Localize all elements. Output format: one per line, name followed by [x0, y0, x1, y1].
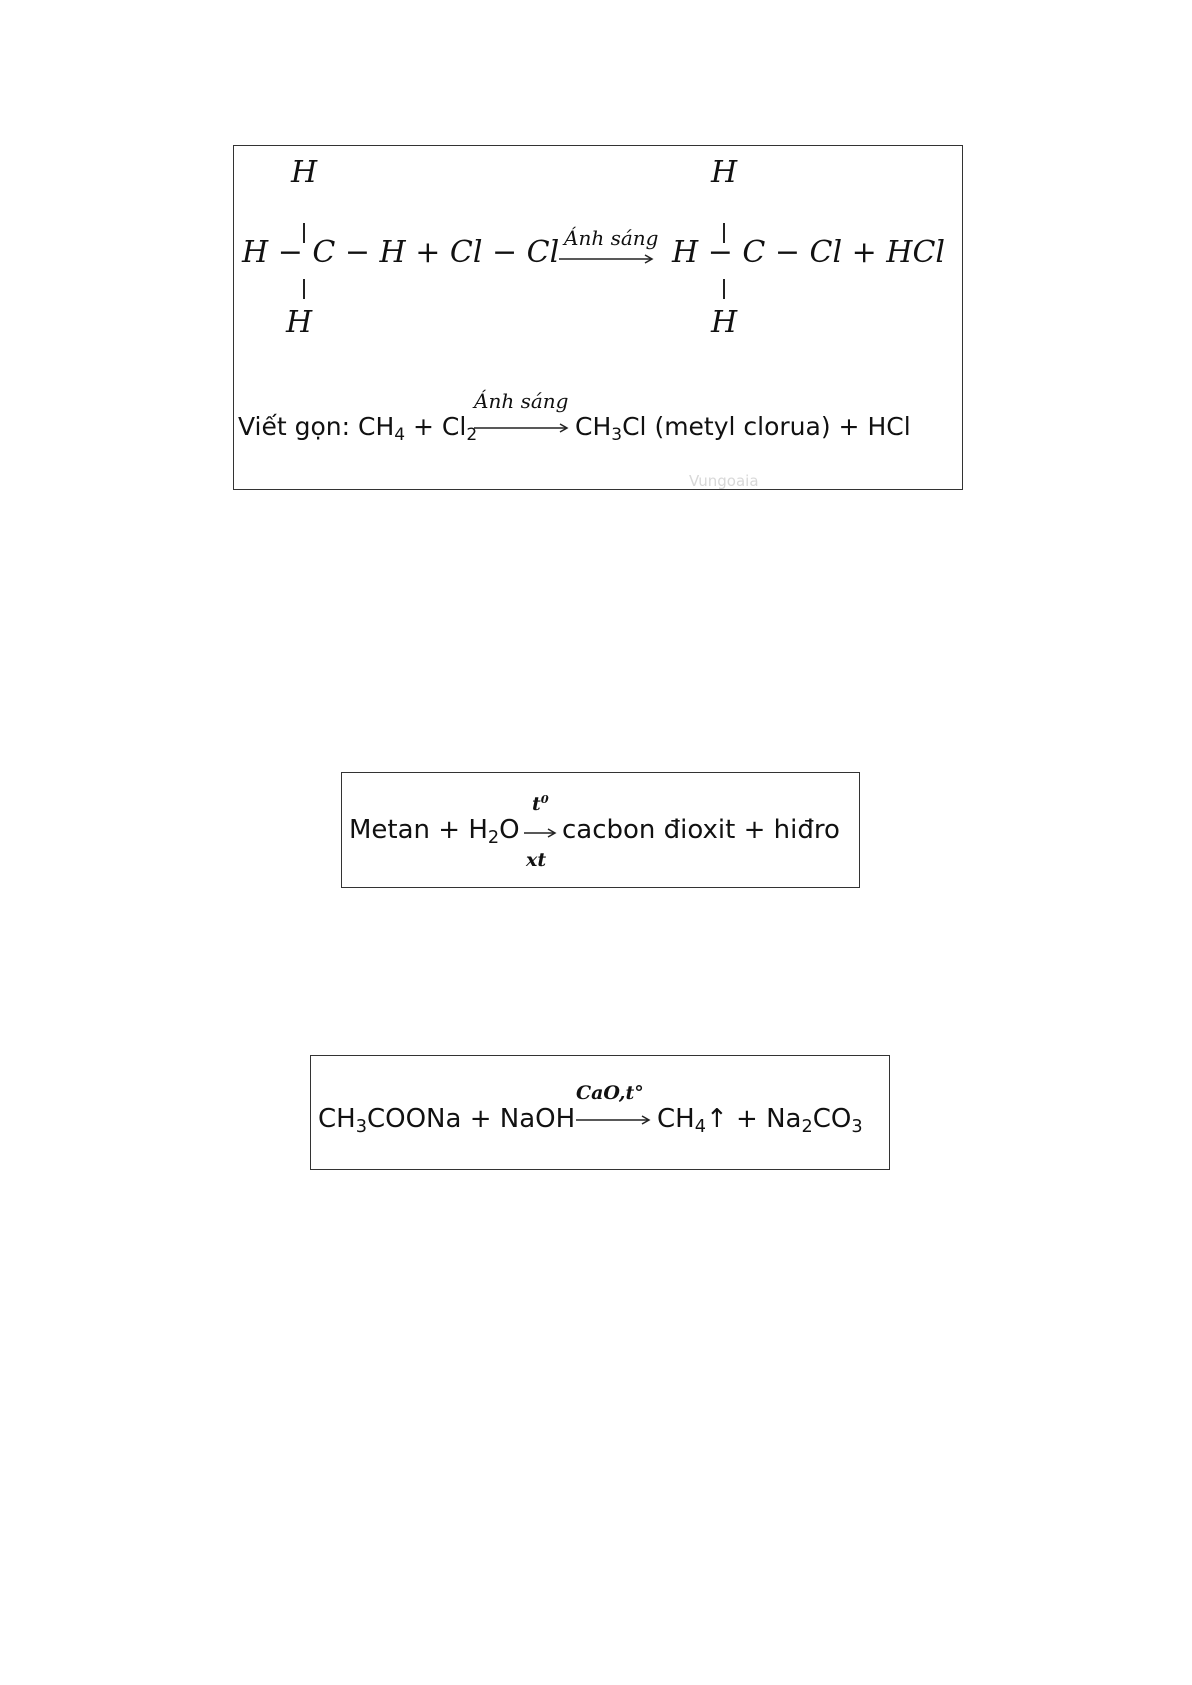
equation-reactants: $CH_3COONa$ + NaOH: [318, 1104, 576, 1137]
short-equation-right: $CH_3Cl$ (metyl clorua) + HCl: [575, 412, 911, 445]
condition-cao-heat: CaO,t°: [576, 1082, 644, 1104]
equation-products: $CH_4↑ + Na_2CO_3$: [657, 1104, 863, 1137]
condition-temperature: $t^0$: [532, 792, 549, 815]
reaction-arrow-3: [576, 1115, 652, 1125]
bottom-h-right: H: [711, 305, 738, 340]
condition-catalyst: xt: [526, 849, 547, 871]
bond-bottom-right: [723, 279, 725, 299]
short-arrow: [474, 423, 570, 433]
decarboxylation-box: [310, 1055, 890, 1170]
short-equation-left: Viết gọn: $CH_4 + Cl_2$: [238, 412, 478, 445]
top-h-right: H: [711, 155, 738, 190]
top-h-left: H: [291, 155, 318, 190]
reaction-arrow: [559, 254, 655, 264]
reaction-arrow-2: [524, 828, 558, 838]
products: H − C − Cl + HCl: [672, 235, 946, 270]
equation-left: $Metan + H_2O$: [349, 815, 520, 848]
methane-chlorination-box: [233, 145, 963, 490]
bond-bottom-left: [303, 279, 305, 299]
watermark: Vungoaia: [689, 472, 759, 490]
methane-steam-box: [341, 772, 860, 888]
equation-right: cacbon đioxit + hiđro: [562, 815, 840, 845]
condition-light: Ánh sáng: [564, 226, 659, 250]
reactants: H − C − H + Cl − Cl: [242, 235, 560, 270]
bottom-h-left: H: [286, 305, 313, 340]
short-condition: Ánh sáng: [474, 389, 569, 413]
